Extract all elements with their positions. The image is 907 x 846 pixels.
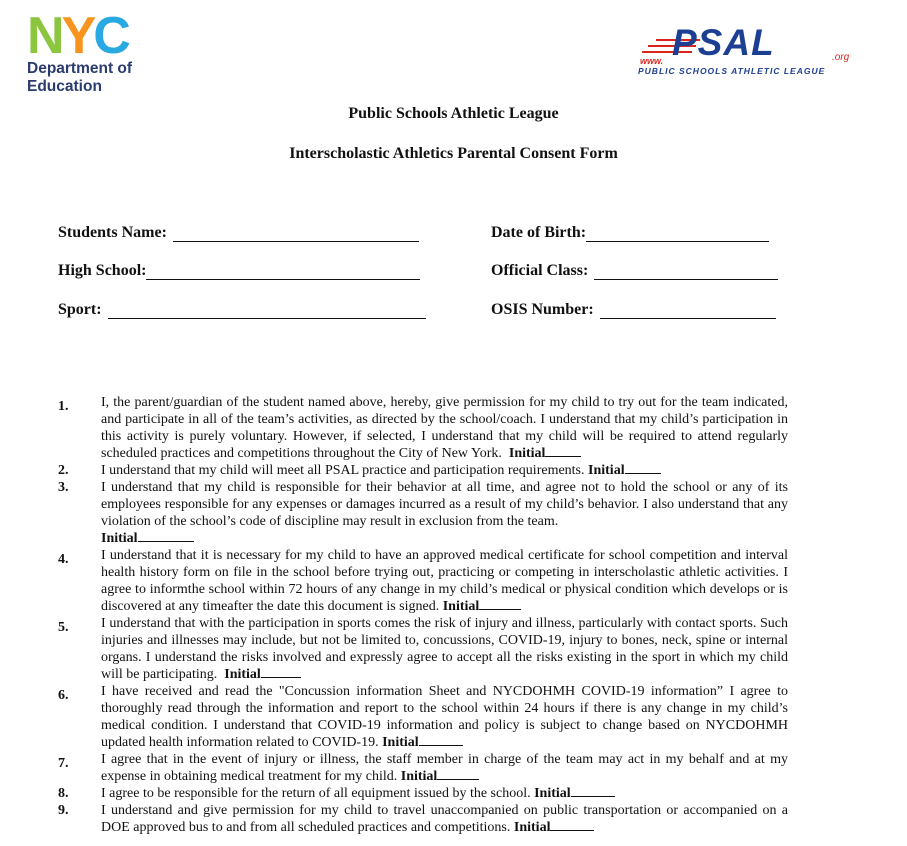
consent-item: 9. I understand and give permission for my child to travel unaccompanied on public transportation or accompanied on a DOE approved bus to and from all scheduled practices and competitions. Initial <box>58 803 788 835</box>
psal-org: .org <box>832 52 850 63</box>
date-of-birth-field[interactable] <box>491 224 769 242</box>
high-school-label: High School: <box>58 262 147 279</box>
form-subtitle: Interscholastic Athletics Parental Consent Form <box>289 145 618 162</box>
doe-subtitle: Department of Education <box>27 60 133 95</box>
initial-blank[interactable] <box>419 734 463 746</box>
initial-blank[interactable] <box>545 445 581 457</box>
consent-item: 4. I understand that it is necessary for my child to have an approved medical certificate for school competition and interval health history form on file in the school before trying out, practicing or competing in interscholastic athletic activities. I agree to informthe school within 72 hours of any change in my child’s medical or physical condition which develops or is discovered at any timeafter the date this document is signed. Initial <box>58 548 788 614</box>
consent-item: 3. I understand that my child is responsible for their behavior at all time, and agree not to hold the school or any of its employees responsible for any expenses or damages incurred as a result of my child’s behavior. I also understand that any violation of the school’s code of discipline may result in exclusion from the team. Initial <box>58 480 788 546</box>
consent-item: 1. I, the parent/guardian of the student named above, hereby, give permission for my child to try out for the team indicated, and participate in all of the team’s activities, as directed by the school/coach. I understand that my child’s participation in this activity is purely voluntary. However, if selected, I understand that my child will be required to attend regularly scheduled practices and competitions throughout the City of New York. Initial <box>58 395 788 461</box>
official-class-field[interactable] <box>491 262 778 280</box>
form-title: Public Schools Athletic League <box>348 105 559 122</box>
initial-blank[interactable] <box>625 462 661 474</box>
high-school-field[interactable] <box>58 262 420 280</box>
nyc-doe-logo <box>27 7 187 100</box>
consent-item: 6. I have received and read the "Concussion information Sheet and NYCDOHMH COVID-19 information” I agree to thoroughly read through the information and report to the school within 24 hours if there is any change in my child’s medical condition. I understand that COVID-19 information and policy is subject to change based on NYCDOHMH updated health information related to COVID-19. Initial <box>58 684 788 750</box>
psal-logo <box>636 22 868 78</box>
consent-items <box>58 394 788 836</box>
high-school-line[interactable] <box>146 265 420 280</box>
consent-item: 7. I agree that in the event of injury or illness, the staff member in charge of the team may act in my behalf and at my expense in obtaining medical treatment for my child. Initial <box>58 752 788 784</box>
initial-blank[interactable] <box>138 530 194 542</box>
consent-item: 8. I agree to be responsible for the return of all equipment issued by the school. Initial <box>58 785 788 802</box>
date-of-birth-line[interactable] <box>586 227 769 242</box>
osis-number-line[interactable] <box>600 304 776 319</box>
consent-item: 5. I understand that with the participation in sports comes the risk of injury and illness, particularly with contact sports. Such injuries and illnesses may include, but not be limited to, concussions, COVID-19, injury to bones, neck, spine or internal organs. I understand the risks involved and expressly agree to accept all the risks existing in the sport in which my child will be participating. Initial <box>58 616 788 682</box>
sport-field[interactable] <box>58 301 426 319</box>
initial-blank[interactable] <box>261 666 301 678</box>
student-name-field[interactable] <box>58 224 419 242</box>
psal-www: www. <box>640 56 664 66</box>
osis-number-field[interactable] <box>491 301 776 319</box>
initial-blank[interactable] <box>437 768 479 780</box>
sport-line[interactable] <box>108 304 426 319</box>
psal-wordmark: PSAL <box>672 22 775 63</box>
student-name-label: Students Name: <box>58 224 167 241</box>
nyc-wordmark: NYC <box>27 7 128 65</box>
official-class-label: Official Class: <box>491 262 589 279</box>
initial-blank[interactable] <box>479 598 521 610</box>
sport-label: Sport: <box>58 301 102 318</box>
osis-number-label: OSIS Number: <box>491 301 594 318</box>
consent-item: 2. I understand that my child will meet all PSAL practice and participation requirements. Initial <box>58 462 788 479</box>
psal-tagline: PUBLIC SCHOOLS ATHLETIC LEAGUE <box>638 66 826 76</box>
student-name-line[interactable] <box>173 227 419 242</box>
date-of-birth-label: Date of Birth: <box>491 224 587 241</box>
initial-blank[interactable] <box>571 785 615 797</box>
official-class-line[interactable] <box>594 265 778 280</box>
initial-blank[interactable] <box>550 819 594 831</box>
